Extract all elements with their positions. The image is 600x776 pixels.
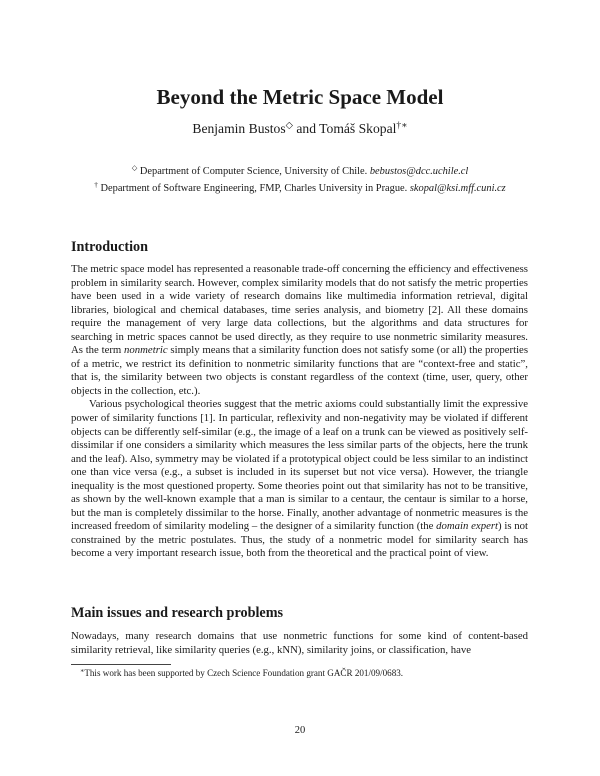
footnote-text: This work has been supported by Czech Science Foundation grant GAČR 201/09/0683. [84,668,404,678]
affiliation-prague-email: skopal@ksi.mff.cuni.cz [409,183,506,194]
author-line [0,120,600,138]
introduction-body [71,263,528,561]
author-bustos-mark: ◇ [285,120,293,131]
affiliation-chile-text: Department of Computer Science, University of Chile. [137,166,370,177]
section-heading-introduction: Introduction [71,239,148,255]
footnote-divider [71,664,171,665]
intro-p1-emphasis: nonmetric [124,344,168,357]
affiliation-prague-mark: † [94,181,98,189]
affiliation-chile-email: bebustos@dcc.uchile.cl [369,166,469,177]
author-bustos: Benjamin Bustos [192,121,286,136]
affiliation-chile-mark: ◇ [131,164,138,172]
footnote [80,667,520,679]
main-issues-paragraph-1: Nowadays, many research domains that use nonmetric functions for some kind of content-based similarity retrieval, like similarity queries (e.g., kNN), similarity joins, or classification, have [71,630,528,656]
intro-p2-emphasis: domain expert [436,520,499,533]
affiliation-prague-text: Department of Software Engineering, FMP, Charles University in Prague. [97,183,410,194]
main-issues-body [71,630,528,657]
intro-p1-text-a: The metric space model has represented a reasonable trade-off concerning the efficiency and effectiveness problem in similarity search. However, complex similarity models that do not satisfy the metric properties have been used in a wide variety of research domains like multimedia information retrieval, digital libraries, biological and chemical databases, time series analysis, and biometry [2]. All these domains require the management of very large data collections, but the algorithms and data structures for searching in metric spaces cannot be used directly, as they require to use nonmetric similarity measures. As the term [71,263,528,357]
section-heading-main-issues: Main issues and research problems [71,605,284,621]
page-number: 20 [294,725,306,736]
affiliation-prague [0,182,600,196]
author-conjunction: and [292,121,320,136]
introduction-paragraph-2 [71,398,528,561]
intro-p1-text-b: simply means that a similarity function does not satisfy some (or all) the properties of a metric, we restrict its definition to nonmetric similarity functions that are “context-free and static”, that is, the similarity between two objects is constant regardless of the context (time, user, query, other objects in the collection, etc.). [71,344,529,397]
intro-p2-text-b: ) is not constrained by the metric postulates. Thus, the study of a nonmetric model for similarity search has become a very important research issue, both from the theoretical and the practical point of view. [71,520,528,560]
footnote-mark: ∗ [80,667,85,675]
intro-p2-text-a: Various psychological theories suggest that the metric axioms could substantially limit the expressive power of similarity functions [1]. In particular, reflexivity and non-negativity may be violated if different objects can be differently self-similar (e.g., the image of a leaf on a trunk can be viewed as positively self-dissimilar if one considers a similarity which measures the less similar parts of the objects, here the trunk and the leaf). Also, symmetry may be violated if a prototypical object could be less similar to an indistinct one than vice versa (e.g., a subset is included in its superset but not vice versa). However, the triangle inequality is the most questioned property. Some theories point out that similarity has not to be transitive, as shown by the well-known example that a man is similar to a centaur, the centaur is similar to a horse, but the man is completely dissimilar to the horse. Finally, another advantage of nonmetric measures is the increased freedom of similarity modeling – the designer of a similarity function (the [71,398,528,533]
paper-title: Beyond the Metric Space Model [156,85,444,109]
affiliation-chile [0,165,600,179]
introduction-paragraph-1 [71,263,528,398]
author-skopal-mark: †∗ [396,120,408,131]
author-skopal: Tomáš Skopal [319,121,397,136]
